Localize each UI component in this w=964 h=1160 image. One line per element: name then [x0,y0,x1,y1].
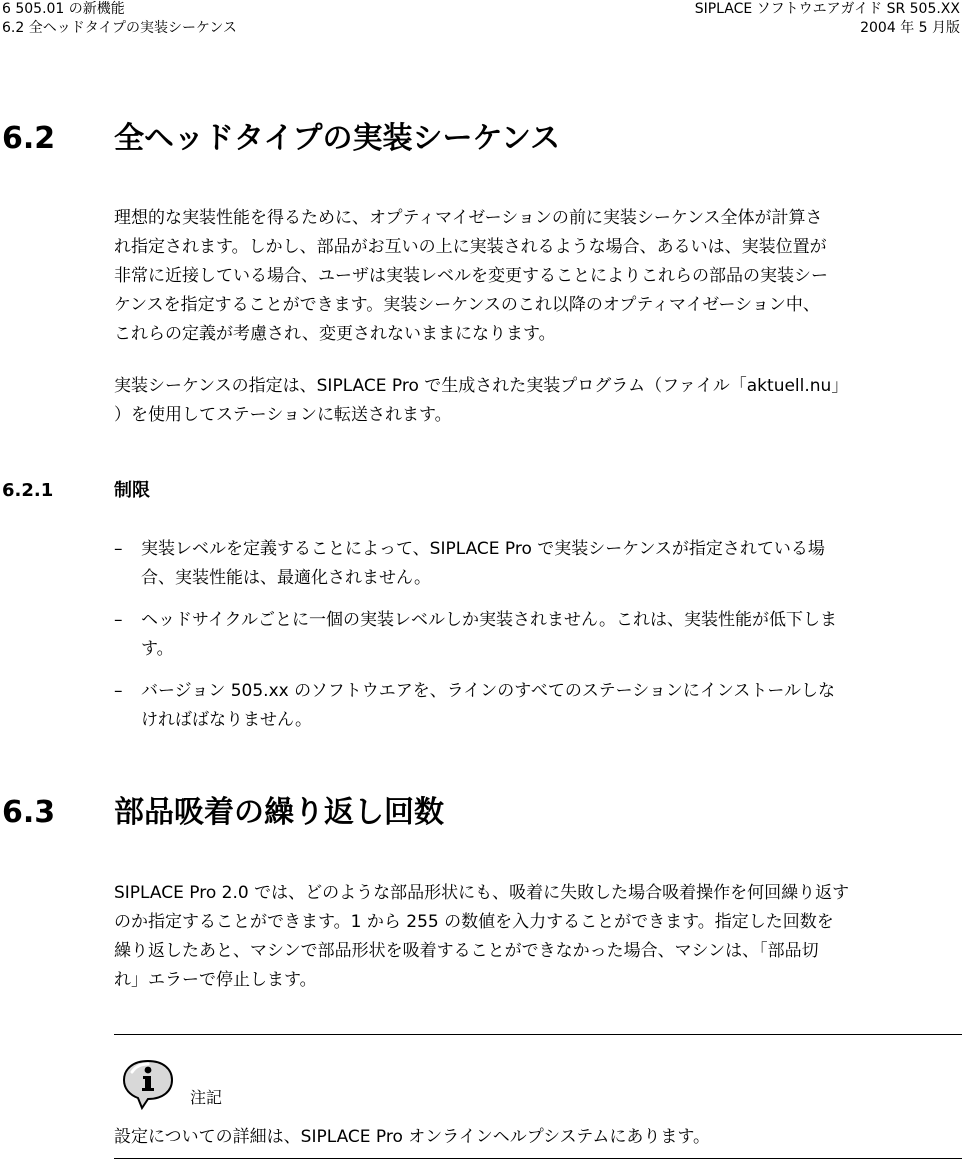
note-label: 注記 [190,1088,223,1107]
text-line: これらの定義が考慮され、変更されないままになります。 [114,324,556,344]
text-line: バージョン 505.xx のソフトウエアを、ラインのすべてのステーションにインストールしな [141,681,836,701]
bullet-text [141,606,837,664]
note-text: 設定についての詳細は、SIPLACE Pro オンラインヘルプシステムにあります。 [114,1127,711,1147]
text-line: れ」エラーで停止します。 [114,970,317,990]
text-line: SIPLACE Pro 2.0 では、どのような部品形状にも、吸着に失敗した場合吸着操作を何回繰り返す [114,883,850,903]
section-6-2-paragraph-1 [114,204,962,349]
text-line: ）を使用してステーションに転送されます。 [114,405,452,425]
section-6-3-paragraph [114,879,962,995]
text-line: ケンスを指定することができます。実装シーケンスのこれ以降のオプティマイゼーション中、 [114,295,820,315]
text-line: す。 [141,639,174,659]
section-6-2-title: 全ヘッドタイプの実装シーケンス [114,121,561,156]
section-6-2-1-number: 6.2.1 [2,480,54,501]
text-line: 理想的な実装性能を得るために、オプティマイゼーションの前に実装シーケンス全体が計算さ [114,208,823,228]
header-chapter: 6 505.01 の新機能 [2,1,125,17]
text-line: れ指定されます。しかし、部品がお互いの上に実装されるような場合、あるいは、実装位置が [114,237,827,257]
text-line: ければばなりません。 [141,710,313,730]
header-section: 6.2 全ヘッドタイプの実装シーケンス [2,20,237,36]
header-edition: 2004 年 5 月版 [860,20,960,36]
info-icon [120,1058,176,1110]
text-line: 実装レベルを定義することによって、SIPLACE Pro で実装シーケンスが指定されている場 [141,539,825,559]
bullet-dash: – [114,539,123,559]
text-line: ヘッドサイクルごとに一個の実装レベルしか実装されません。これは、実装性能が低下しま [141,610,837,630]
header-left [2,0,237,38]
header-right [695,0,960,38]
text-line: のか指定することができます。1 から 255 の数値を入力することができます。指定した回数を [114,912,834,932]
note-top-rule [114,1034,962,1035]
section-6-3-title: 部品吸着の繰り返し回数 [114,795,444,830]
header-doc-title: SIPLACE ソフトウエアガイド SR 505.XX [694,1,960,17]
section-6-2-paragraph-2 [114,372,962,430]
bullet-dash: – [114,681,123,701]
text-line: 合、実装性能は、最適化されません。 [141,568,432,588]
section-6-2-number: 6.2 [2,121,56,156]
note-bottom-rule [114,1158,962,1159]
text-line: 繰り返したあと、マシンで部品形状を吸着することができなかった場合、マシンは、「部品切 [114,941,819,961]
section-6-3-number: 6.3 [2,795,56,830]
section-6-2-1-title: 制限 [114,480,150,501]
text-line: 非常に近接している場合、ユーザは実装レベルを変更することによりこれらの部品の実装シー [114,266,828,286]
bullet-text [141,677,835,735]
bullet-dash: – [114,610,123,630]
bullet-text [141,535,825,593]
text-line: 実装シーケンスの指定は、SIPLACE Pro で生成された実装プログラム（ファイル「aktuell.nu」 [114,376,849,396]
